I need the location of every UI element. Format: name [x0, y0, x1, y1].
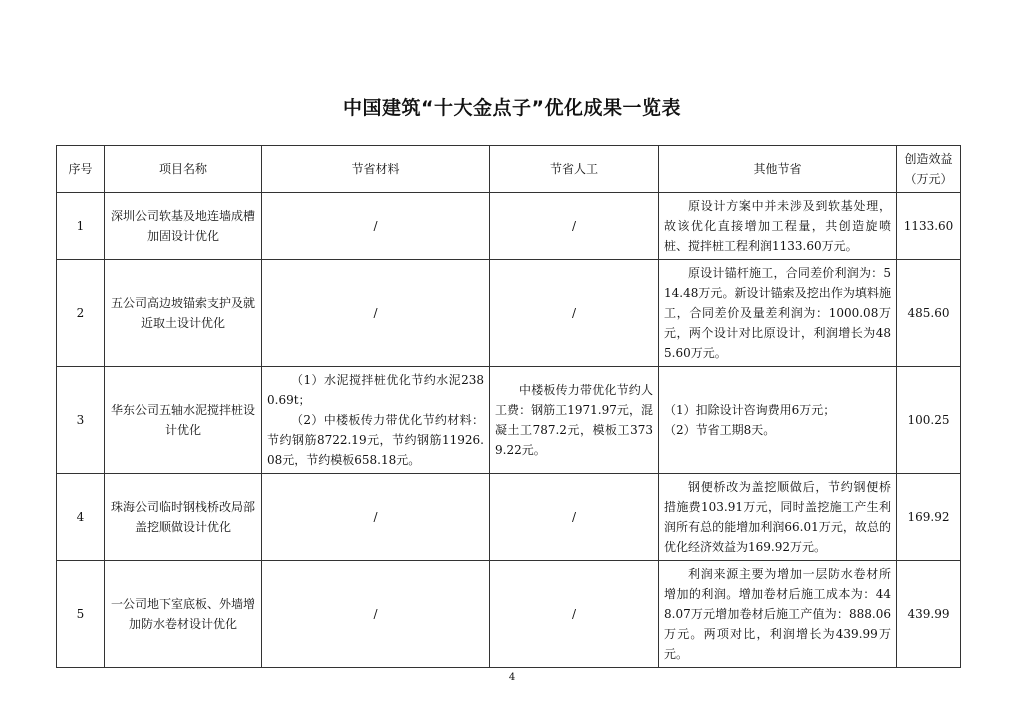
row-benefit: 1133.60 — [897, 193, 961, 260]
row-name: 华东公司五轴水泥搅拌桩设计优化 — [105, 367, 262, 474]
row-name: 深圳公司软基及地连墙成槽加固设计优化 — [105, 193, 262, 260]
row-material: / — [262, 474, 490, 561]
row-other-item-2: （2）节省工期8天。 — [664, 423, 776, 437]
row-benefit: 485.60 — [897, 260, 961, 367]
row-material — [262, 367, 490, 474]
table-row — [57, 260, 961, 367]
table-row — [57, 474, 961, 561]
page-number: 4 — [508, 672, 516, 683]
row-benefit: 100.25 — [897, 367, 961, 474]
row-other: 原设计锚杆施工，合同差价利润为：514.48万元。新设计锚索及挖出作为填料施工，合同差价及量差利润为：1000.08万元，两个设计对比原设计，利润增长为485.60万元。 — [659, 260, 897, 367]
row-name: 五公司高边坡锚索支护及就近取土设计优化 — [105, 260, 262, 367]
header-labor: 节省人工 — [490, 146, 659, 193]
results-table — [56, 145, 961, 668]
page-title: 中国建筑“十大金点子”优化成果一览表 — [343, 97, 681, 119]
row-name: 一公司地下室底板、外墙增加防水卷材设计优化 — [105, 561, 262, 668]
header-benefit-line1: 创造效益 — [904, 152, 953, 166]
table-row — [57, 193, 961, 260]
row-other: 钢便桥改为盖挖顺做后，节约钢便桥措施费103.91万元，同时盖挖施工产生利润所有总的能增加利润66.01万元，故总的优化经济效益为169.92万元。 — [659, 474, 897, 561]
row-other: 原设计方案中并未涉及到软基处理，故该优化直接增加工程量，共创造旋喷桩、搅拌桩工程利润1133.60万元。 — [659, 193, 897, 260]
table-row — [57, 561, 961, 668]
row-labor: 中楼板传力带优化节约人工费：钢筋工1971.97元，混凝土工787.2元，模板工3739.22元。 — [490, 367, 659, 474]
row-material-item-2: （2）中楼板传力带优化节约材料：节约钢筋8722.19元，节约钢筋11926.08元，节约模板658.18元。 — [267, 413, 484, 467]
row-no: 3 — [57, 367, 105, 474]
row-benefit: 439.99 — [897, 561, 961, 668]
row-labor: / — [490, 561, 659, 668]
row-labor: / — [490, 474, 659, 561]
row-name: 珠海公司临时钢栈桥改局部盖挖顺做设计优化 — [105, 474, 262, 561]
row-material: / — [262, 561, 490, 668]
row-labor: / — [490, 193, 659, 260]
row-other: 利润来源主要为增加一层防水卷材所增加的利润。增加卷材后施工成本为：448.07万元增加卷材后施工产值为：888.06万元。两项对比，利润增长为439.99万元。 — [659, 561, 897, 668]
header-no: 序号 — [57, 146, 105, 193]
row-material: / — [262, 260, 490, 367]
header-material: 节省材料 — [262, 146, 490, 193]
row-other — [659, 367, 897, 474]
row-other-item-1: （1）扣除设计咨询费用6万元； — [664, 403, 836, 417]
row-no: 4 — [57, 474, 105, 561]
header-benefit-line2: （万元） — [904, 172, 953, 186]
table-row — [57, 367, 961, 474]
row-no: 1 — [57, 193, 105, 260]
header-other: 其他节省 — [659, 146, 897, 193]
row-material-item-1: （1）水泥搅拌桩优化节约水泥2380.69t； — [267, 373, 484, 407]
header-name: 项目名称 — [105, 146, 262, 193]
row-no: 5 — [57, 561, 105, 668]
row-labor: / — [490, 260, 659, 367]
table-header-row — [57, 146, 961, 193]
header-benefit — [897, 146, 961, 193]
row-material: / — [262, 193, 490, 260]
row-no: 2 — [57, 260, 105, 367]
row-benefit: 169.92 — [897, 474, 961, 561]
